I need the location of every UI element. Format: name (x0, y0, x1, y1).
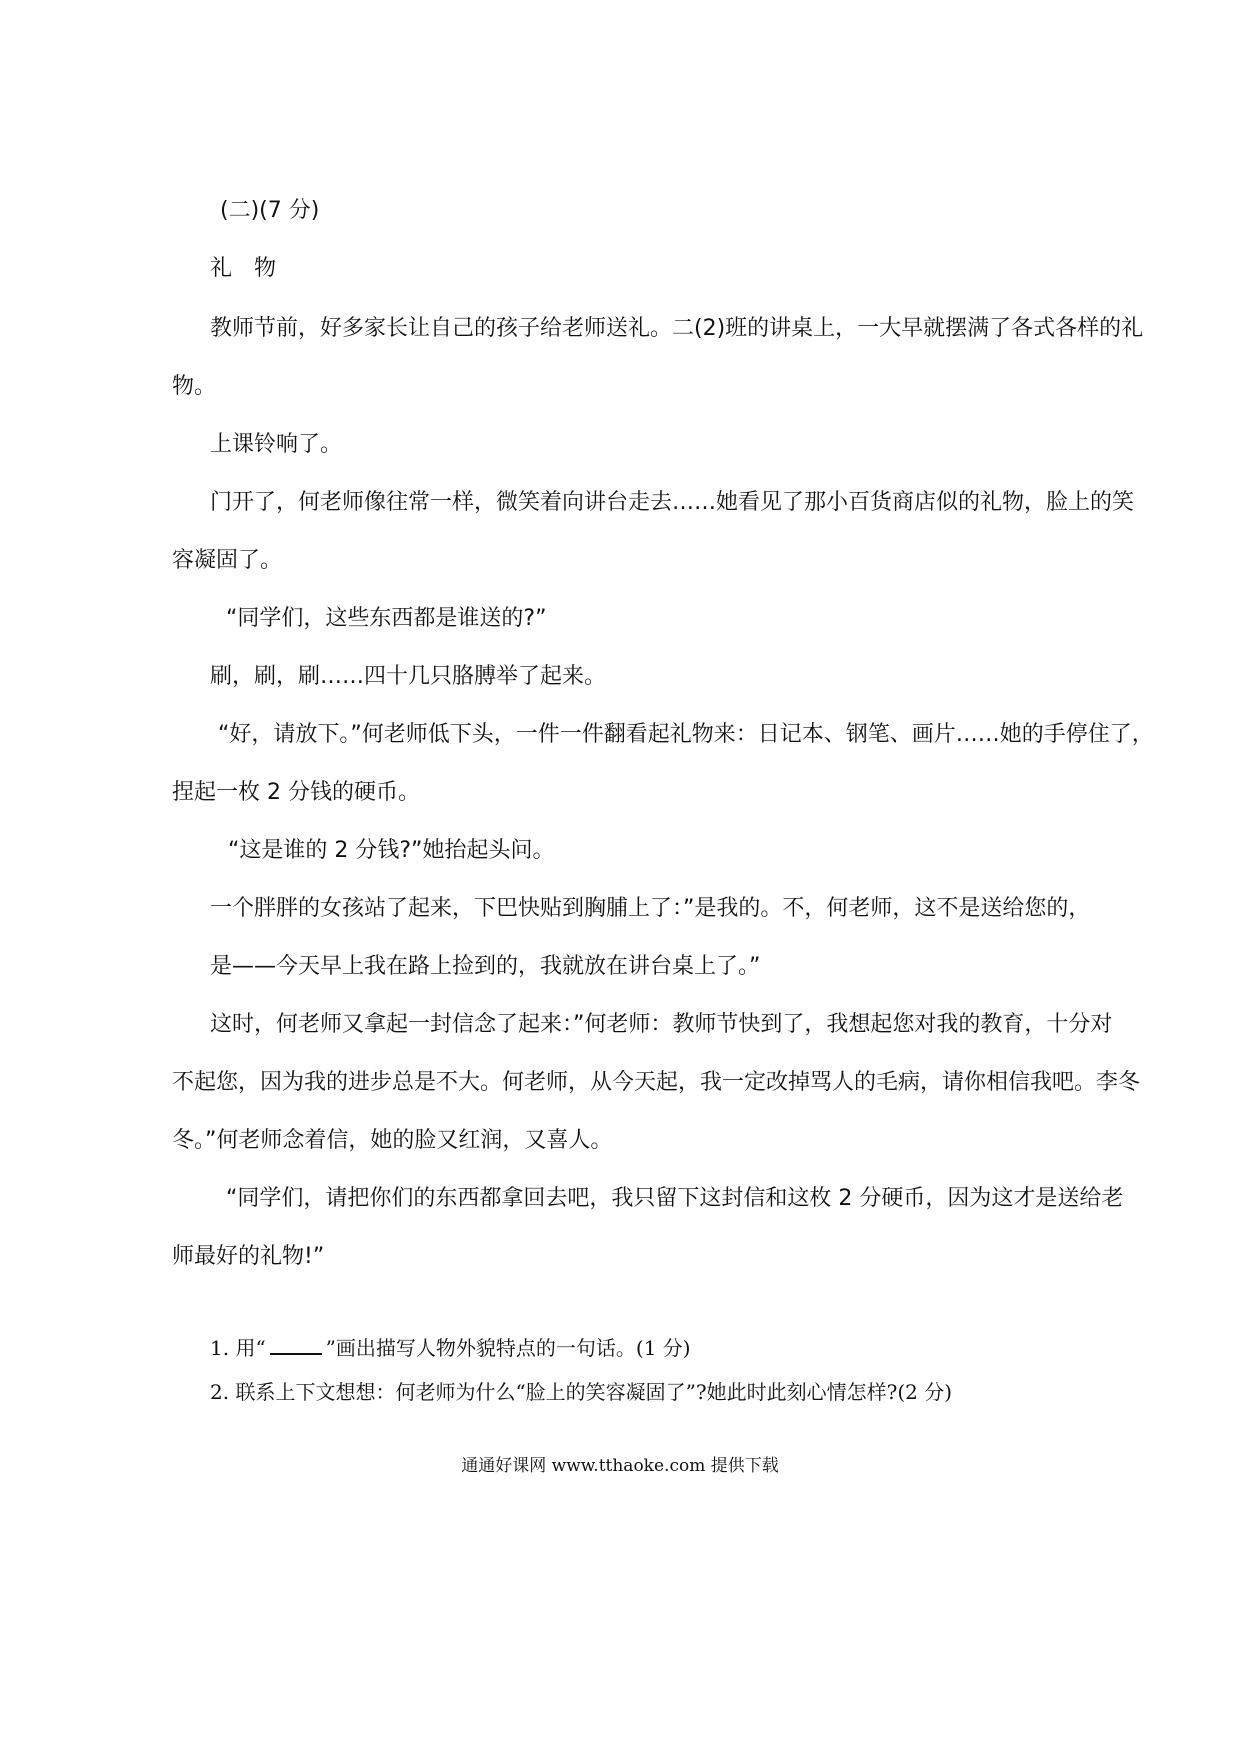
passage-line: 这时，何老师又拿起一封信念了起来：”何老师：教师节快到了，我想起您对我的教育，十分对 (210, 1012, 1113, 1037)
passage-line: “好，请放下。”何老师低下头，一件一件翻看起礼物来：日记本、钢笔、画片……她的手停住了， (218, 722, 1154, 747)
passage-line: 捏起一枚 2 分钱的硬币。 (172, 780, 420, 805)
question-2: 2. 联系上下文想想：何老师为什么“脸上的笑容凝固了”?她此时此刻心情怎样?(2 分) (210, 1380, 953, 1404)
question-1-prefix: 1. 用“ (210, 1336, 266, 1360)
passage-line: 冬。”何老师念着信，她的脸又红润，又喜人。 (172, 1128, 613, 1153)
passage-line: 物。 (172, 374, 217, 399)
passage-line: 刷，刷，刷……四十几只胳膊举了起来。 (210, 664, 607, 689)
passage-line: 一个胖胖的女孩站了起来，下巴快贴到胸脯上了：”是我的。不，何老师，这不是送给您的， (210, 896, 1091, 921)
passage-line: 是——今天早上我在路上捡到的，我就放在讲台桌上了。” (210, 954, 761, 979)
passage-line: 不起您，因为我的进步总是不大。何老师，从今天起，我一定改掉骂人的毛病，请你相信我吧。李冬 (172, 1070, 1141, 1095)
question-1 (210, 1334, 691, 1362)
passage-title: 礼 物 (210, 256, 277, 281)
footer-download-note: 通通好课网 www.tthaoke.com 提供下载 (461, 1456, 779, 1476)
passage-line: “同学们，请把你们的东西都拿回去吧，我只留下这封信和这枚 2 分硬币，因为这才是送给老 (226, 1186, 1124, 1211)
passage-line: 上课铃响了。 (210, 432, 343, 457)
passage-line: 教师节前，好多家长让自己的孩子给老师送礼。二(2)班的讲桌上，一大早就摆满了各式各样的礼 (210, 316, 1144, 341)
question-1-suffix: ”画出描写人物外貌特点的一句话。(1 分) (325, 1336, 691, 1360)
passage-line: “同学们，这些东西都是谁送的?” (226, 606, 547, 631)
passage-line: “这是谁的 2 分钱?”她抬起头问。 (228, 838, 555, 863)
answer-blank (270, 1335, 322, 1355)
passage-line: 师最好的礼物!” (172, 1244, 325, 1269)
section-heading: (二)(7 分) (220, 198, 320, 223)
passage-line: 门开了，何老师像往常一样，微笑着向讲台走去……她看见了那小百货商店似的礼物，脸上的笑 (210, 490, 1135, 515)
passage-line: 容凝固了。 (172, 548, 283, 573)
